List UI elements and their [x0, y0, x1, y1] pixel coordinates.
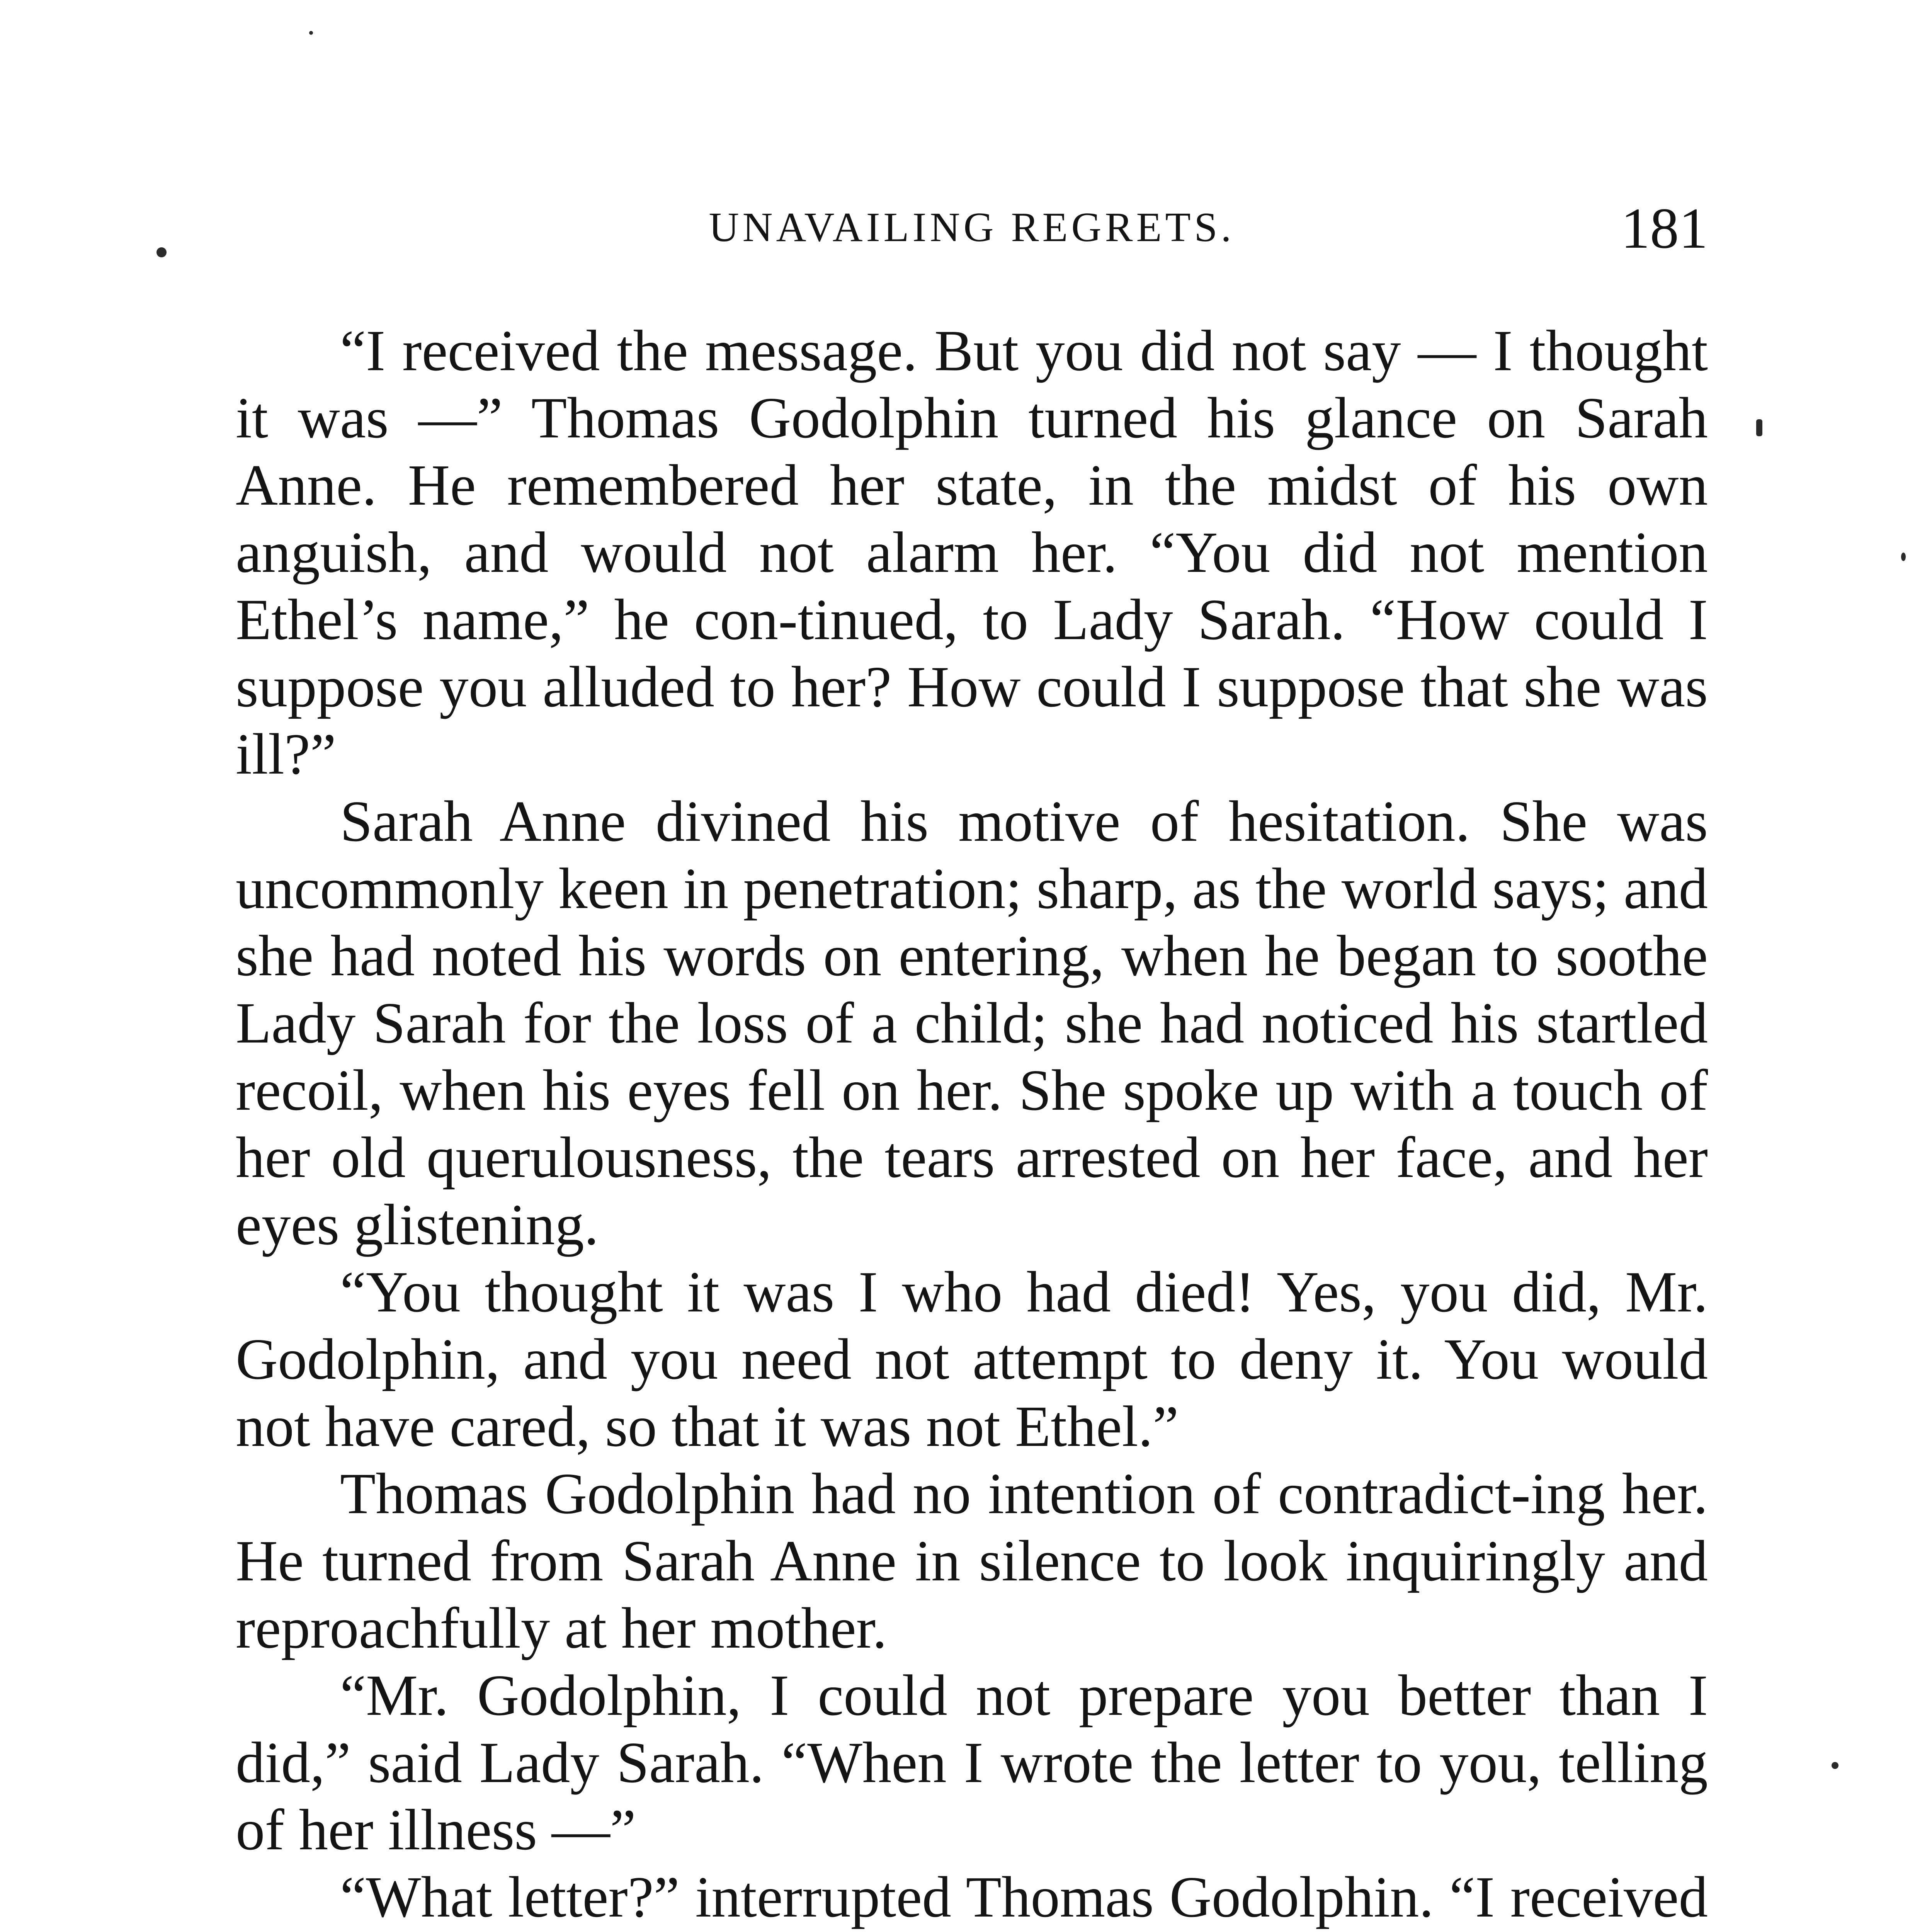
paragraph-2: Sarah Anne divined his motive of hesitation. She was uncommonly keen in penetration; sharp, as the world says; and she had noted his words on entering, when he began to soothe Lady Sarah for the loss of a child; she had noticed his startled recoil, when his eyes fell on her. She spoke up with a touch of her old querulousness, the tears arrested on her face, and her eyes glistening. — [236, 789, 1708, 1257]
paragraph-3: “You thought it was I who had died! Yes, you did, Mr. Godolphin, and you need not attempt to deny it. You would not have cared, so that it was not Ethel.” — [236, 1259, 1708, 1459]
body-text — [236, 317, 1708, 1932]
page-number: 181 — [1621, 196, 1708, 260]
scan-speck — [1756, 419, 1762, 436]
paragraph-6: “What letter?” interrupted Thomas Godolphin. “I received — [340, 1864, 1708, 1929]
scan-speck — [1901, 553, 1906, 561]
scan-speck — [156, 247, 167, 257]
running-head: UNAVAILING REGRETS. — [709, 204, 1235, 250]
scan-speck — [309, 31, 313, 35]
page-header — [236, 195, 1708, 260]
paragraph-4: Thomas Godolphin had no intention of contradict-ing her. He turned from Sarah Anne in silence to look inquiringly and reproachfully at her mother. — [236, 1461, 1708, 1660]
paragraph-1: “I received the message. But you did not say — I thought it was —” Thomas Godolphin turned his glance on Sarah Anne. He remembered her state, in the midst of his own anguish, and would not alarm her. “You did not mention Ethel’s name,” he con-tinued, to Lady Sarah. “How could I suppose you alluded to her? How could I suppose that she was ill?” — [236, 318, 1708, 786]
paragraph-5: “Mr. Godolphin, I could not prepare you better than I did,” said Lady Sarah. “When I wrote the letter to you, telling of her illness —” — [236, 1663, 1708, 1862]
scan-speck — [1832, 1762, 1838, 1769]
